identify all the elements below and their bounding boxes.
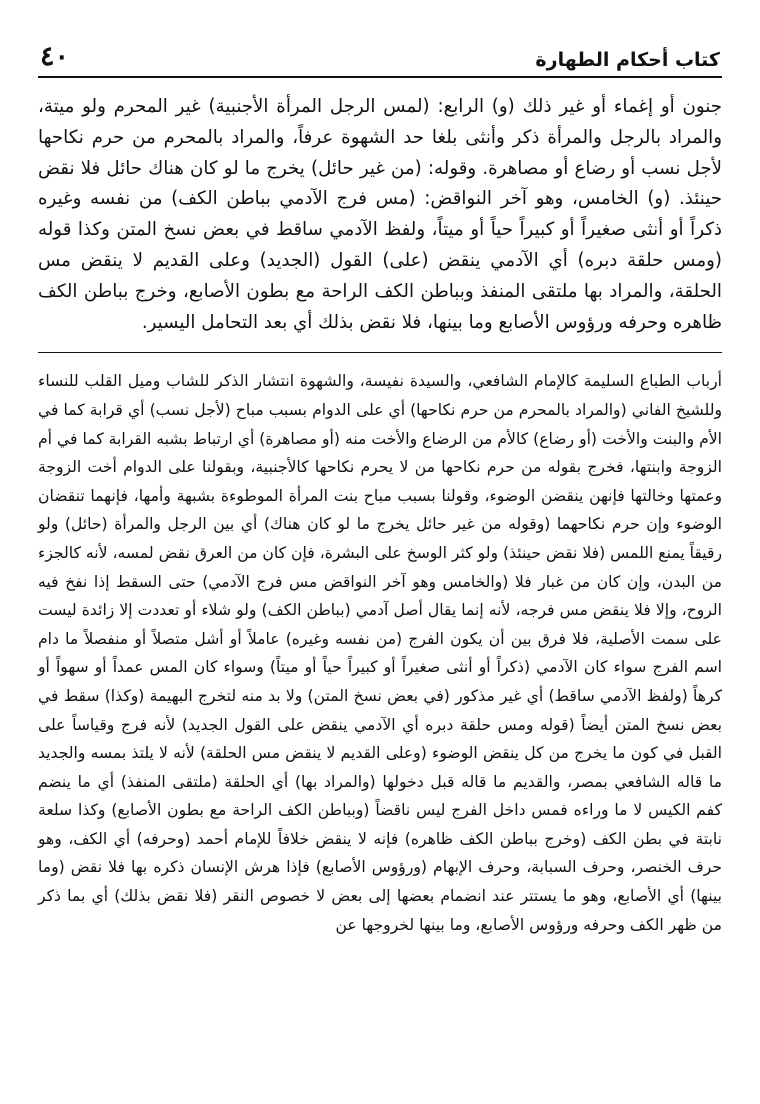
commentary-paragraph: أرباب الطباع السليمة كالإمام الشافعي، والسيدة نفيسة، والشهوة انتشار الذكر للشاب وميل القلب للنساء وللشيخ الفاني (والمراد بالمحرم من حرم نكاحها) أي على الدوام بسبب مباح (لأجل نسب) أي قرابة كما في الأم والبنت والأخت (أو رضاع) كالأم من الرضاع والأخت منه (أو مصاهرة) أي ارتباط بشبه القرابة كما في أم الزوجة وابنتها، فخرج بقوله من حرم نكاحها من لا يحرم نكاحها كالأجنبية، وبقولنا على الدوام أخت الزوجة وعمتها وخالتها فإنهن ينقضن الوضوء، وقولنا بسبب مباح بنت المرأة الموطوءة بشبهة وأمها، فإنهما تنقضان الوضوء وإن حرم نكاحهما (وقوله من غير حائل يخرج ما لو كان هناك) أي بين الرجل والمرأة (حائل) ولو رقيقاً يمنع اللمس (فلا نقض حينئذ) ولو كثر الوسخ على البشرة، فإن كان من العرق نقض لمسه، لأنه كالجزء من البدن، وإن كان من غبار فلا (والخامس وهو آخر النواقض مس فرج الآدمي) حتى السقط إذا نفخ فيه الروح، وإلا فلا ينقض مس فرجه، لأنه إنما يقال أصل آدمي (بباطن الكف) ولو شلاء أو تعددت إلا زائدة ليست على سمت الأصلية، فلا فرق بين أن يكون الفرج (من نفسه وغيره) عاملاً أو أشل متصلاً أو منفصلاً ما دام اسم الفرج سواء كان الآدمي (ذكراً أو أنثى صغيراً أو كبيراً حياً أو ميتاً) وسواء كان المس عمداً أو سهواً أو كرهاً (ولفظ الآدمي ساقط) أي غير مذكور (في بعض نسخ المتن) ولا بد منه لتخرج البهيمة (وكذا) سقط في بعض نسخ المتن أيضاً (قوله ومس حلقة دبره أي الآدمي ينقض على القول الجديد) لأنه فرج وقياساً على القبل في كون ما يخرج من كل ينقض الوضوء (وعلى القديم لا ينقض مس الحلقة) لأنه لا يلتذ بمسه والجديد ما قاله الشافعي بمصر، والقديم ما قاله قبل دخولها (والمراد بها) أي الحلقة (ملتقى المنفذ) أي ما ينضم كفم الكيس لا ما وراءه فمس داخل الفرج ليس ناقضاً (وبباطن الكف الراحة مع بطون الأصابع) وكذا سلعة نابتة في بطن الكف (وخرج بباطن الكف ظاهره) فإنه لا ينقض خلافاً للإمام أحمد (وحرفه) أي الكف، وهو حرف الخنصر، وحرف السبابة، وحرف الإبهام (ورؤوس الأصابع) فإذا هرش الإنسان ذكره بها فلا نقض (وما بينها) أي الأصابع، وهو ما يستتر عند انضمام بعضها إلى بعض لا خصوص النقر (فلا نقض بذلك) أي بما ذكر من ظهر الكف وحرفه ورؤوس الأصابع، وما بينها لخروجها عن	[38, 372, 722, 934]
book-title: كتاب أحكام الطهارة	[535, 49, 720, 71]
commentary-text	[38, 367, 722, 939]
main-text-paragraph: جنون أو إغماء أو غير ذلك (و) الرابع: (لمس الرجل المرأة الأجنبية) غير المحرم ولو ميتة، والمراد بالرجل والمرأة ذكر وأنثى بلغا حد الشهوة عرفاً، والمراد بالمحرم من حرم نكاحها لأجل نسب أو رضاع أو مصاهرة. وقوله: (من غير حائل) يخرج ما لو كان هناك حائل فلا نقض حينئذ. (و) الخامس، وهو آخر النواقض: (مس فرج الآدمي بباطن الكف) من نفسه وغيره ذكراً أو أنثى صغيراً أو كبيراً حياً أو ميتاً، ولفظ الآدمي ساقط في بعض نسخ المتن وكذا قوله (ومس حلقة دبره) أي الآدمي ينقض (على) القول (الجديد) وعلى القديم لا ينقض مس الحلقة، والمراد بها ملتقى المنفذ وبباطن الكف الراحة مع بطون الأصابع، وخرج بباطن الكف ظاهره وحرفه ورؤوس الأصابع وما بينها، فلا نقض بذلك أي بعد التحامل اليسير.	[38, 96, 722, 333]
footnote-separator	[38, 352, 722, 353]
page-number: ٤٠	[40, 41, 70, 72]
page-header	[38, 36, 722, 78]
main-text	[38, 92, 722, 338]
